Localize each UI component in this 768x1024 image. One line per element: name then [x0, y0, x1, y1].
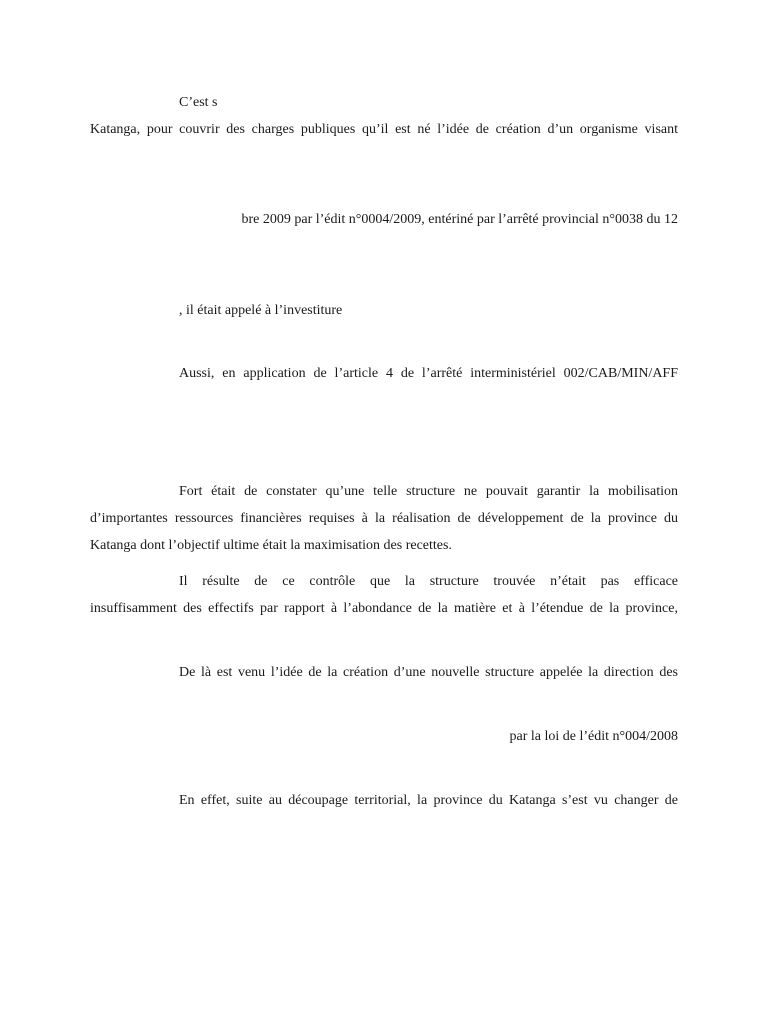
text-line: Katanga dont l’objectif ultime était la maximisation des recettes. — [90, 538, 452, 553]
text-line: bre 2009 par l’édit n°0004/2009, entériné par l’arrêté provincial n°0038 du 12 — [241, 212, 678, 227]
text-line: Il résulte de ce contrôle que la structure trouvée n’était pas efficace — [179, 574, 678, 589]
text-line: , il était appelé à l’investiture — [179, 303, 343, 318]
text-line: insuffisamment des effectifs par rapport à l’abondance de la matière et à l’étendue de la province, — [90, 601, 678, 616]
text-line: par la loi de l’édit n°004/2008 — [509, 729, 678, 744]
text-line: En effet, suite au découpage territorial, la province du Katanga s’est vu changer de — [179, 793, 678, 808]
text-line: De là est venu l’idée de la création d’une nouvelle structure appelée la direction des — [179, 665, 678, 680]
text-line: Katanga, pour couvrir des charges publiques qu’il est né l’idée de création d’un organisme visant — [90, 122, 678, 137]
text-line: Fort était de constater qu’une telle structure ne pouvait garantir la mobilisation — [179, 484, 678, 499]
text-line: d’importantes ressources financières requises à la réalisation de développement de la province du — [90, 511, 678, 526]
text-line: C’est s — [179, 95, 218, 110]
text-line: Aussi, en application de l’article 4 de l’arrêté interministériel 002/CAB/MIN/AFF — [179, 366, 678, 381]
